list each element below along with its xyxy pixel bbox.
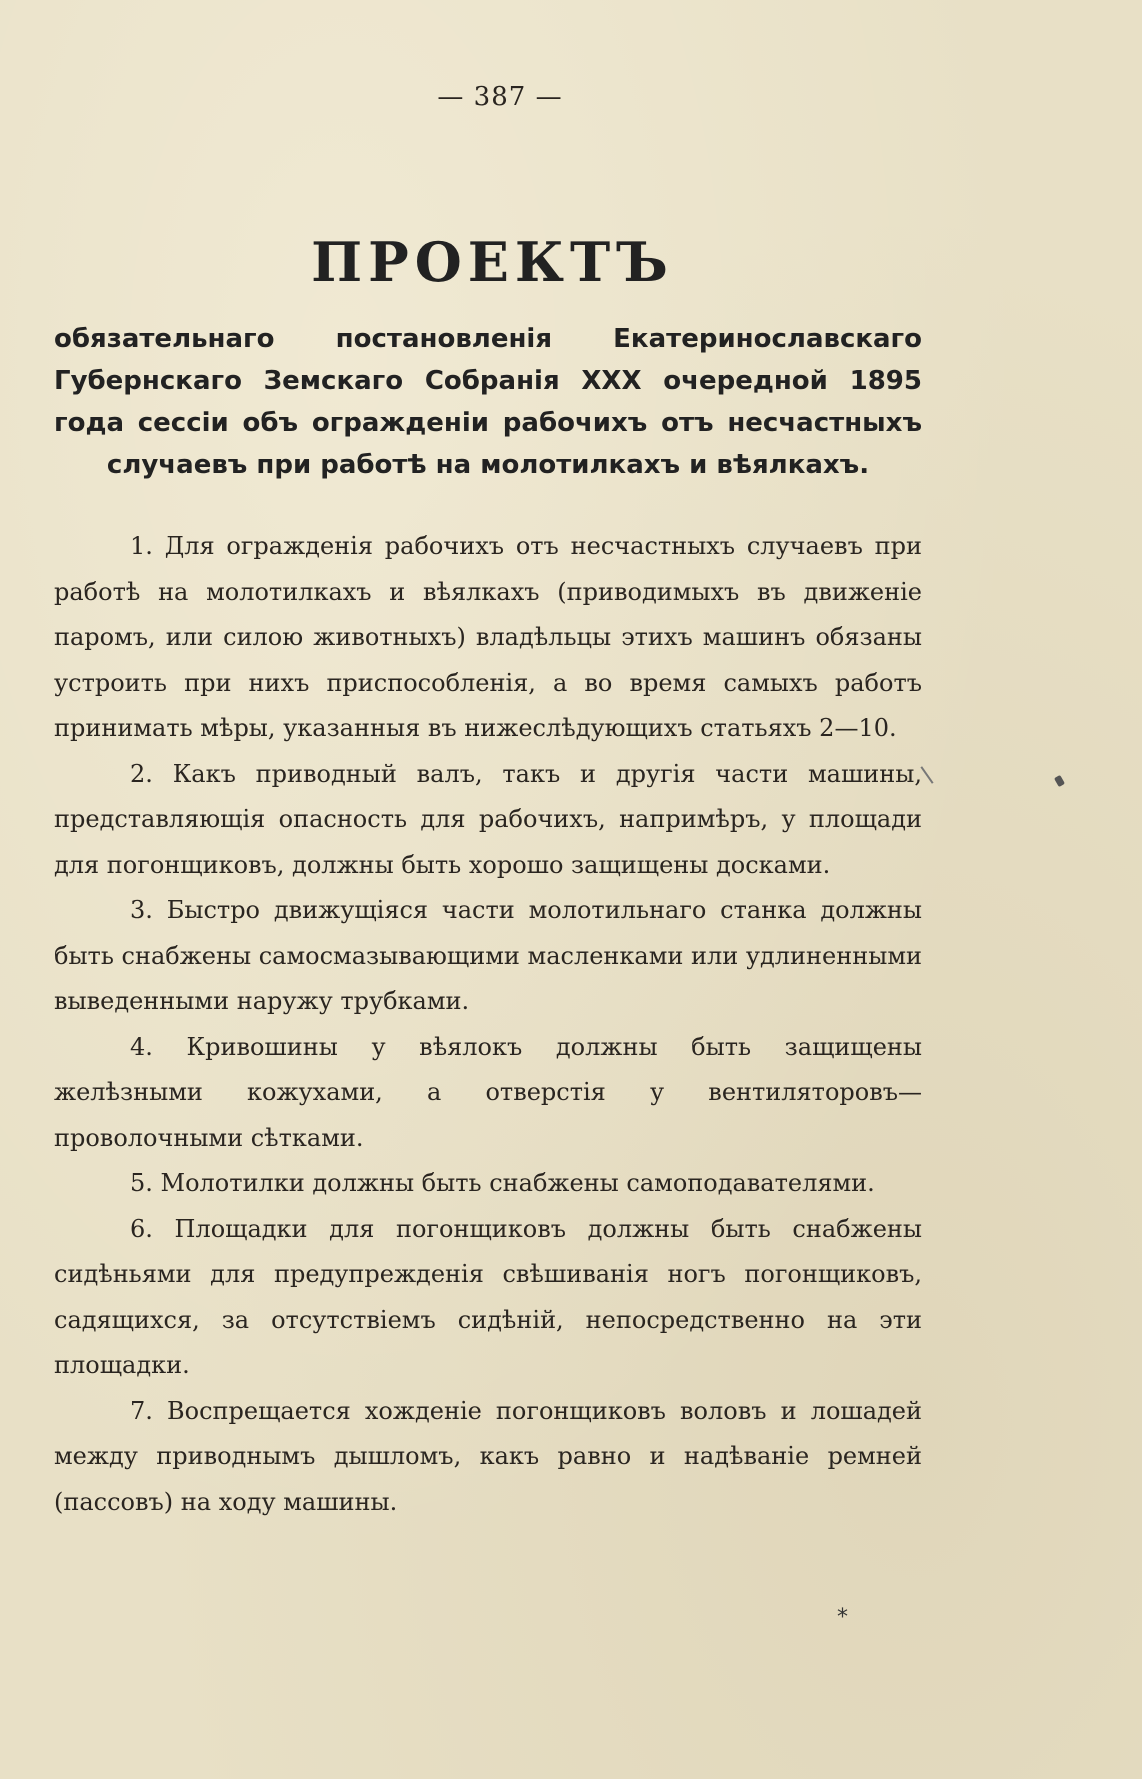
article-6: 6. Площадки для погонщиковъ должны быть снабжены сидѣньями для предупрежденія свѣшиванія ногъ погонщиковъ, садящихся, за отсутствіемъ сидѣній, непосредственно на эти площадки.	[54, 1214, 922, 1379]
ink-speck	[1054, 775, 1065, 787]
ink-mark	[920, 766, 933, 784]
document-title: ПРОЕКТЪ	[311, 230, 674, 294]
document-subtitle: обязательнаго постановленія Екатеринославскаго Губернскаго Земскаго Собранія XXX очередной 1895 года сессіи объ огражденіи рабочихъ отъ несчастныхъ случаевъ при работѣ на молотилкахъ и вѣялкахъ.	[54, 324, 922, 480]
article-2: 2. Какъ приводный валъ, такъ и другія части машины, представляющія опасность для рабочихъ, напримѣръ, у площади для погонщиковъ, должны быть хорошо защищены досками.	[54, 759, 922, 879]
article-4: 4. Кривошины у вѣялокъ должны быть защищены желѣзными кожухами, а отверстія у вентиляторовъ—проволочными сѣтками.	[54, 1032, 922, 1152]
article-7: 7. Воспрещается хожденіе погонщиковъ воловъ и лошадей между приводнымъ дышломъ, какъ равно и надѣваніе ремней (пассовъ) на ходу машины.	[54, 1396, 922, 1516]
article-1: 1. Для огражденія рабочихъ отъ несчастныхъ случаевъ при работѣ на молотилкахъ и вѣялкахъ (приводимыхъ въ движеніе паромъ, или силою животныхъ) владѣльцы этихъ машинъ обязаны устроить при нихъ приспособленія, а во время самыхъ работъ принимать мѣры, указанныя въ нижеслѣдующихъ статьяхъ 2—10.	[54, 532, 922, 742]
page-number: — 387 —	[437, 82, 563, 112]
article-3: 3. Быстро движущіяся части молотильнаго станка должны быть снабжены самосмазывающими масленками или удлиненными выведенными наружу трубками.	[54, 896, 922, 1015]
document-body	[54, 524, 922, 1525]
article-5: 5. Молотилки должны быть снабжены самоподавателями.	[130, 1169, 875, 1197]
footnote-asterisk: *	[837, 1605, 848, 1630]
